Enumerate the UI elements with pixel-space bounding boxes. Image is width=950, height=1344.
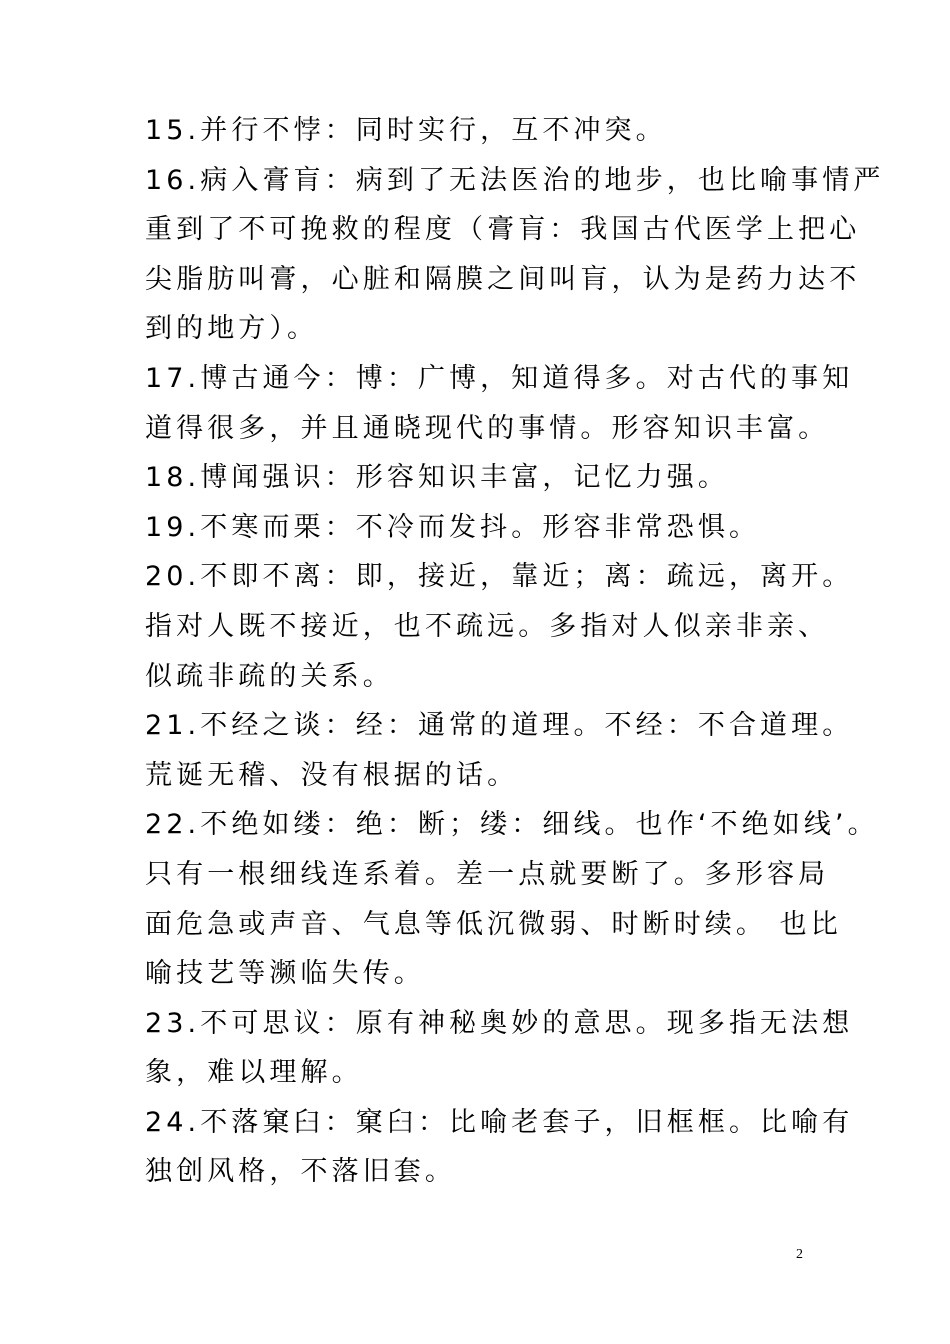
text-line: 15.并行不悖：同时实行，互不冲突。: [145, 115, 667, 146]
text-line: 19.不寒而栗：不冷而发抖。形容非常恐惧。: [145, 511, 761, 543]
text-line: 象，难以理解。: [145, 1057, 363, 1089]
text-line: 17.博古通今：博：广博，知道得多。对古代的事知: [145, 362, 854, 394]
text-line: 荒诞无稽、没有根据的话。: [145, 759, 519, 791]
text-line: 20.不即不离：即，接近，靠近；离：疏远，离开。: [145, 561, 854, 593]
text-line: 21.不经之谈：经：通常的道理。不经：不合道理。: [145, 710, 854, 742]
text-line: 重到了不可挽救的程度（膏肓：我国古代医学上把心: [145, 214, 861, 246]
text-line: 独创风格，不落旧套。: [145, 1156, 456, 1188]
text-line: 尖脂肪叫膏，心脏和隔膜之间叫肓，认为是药力达不: [145, 263, 861, 295]
text-line: 22.不绝如缕：绝：断；缕：细线。也作‘不绝如线’。: [145, 809, 879, 841]
text-line: 到的地方）。: [145, 313, 319, 345]
text-line: 喻技艺等濒临失传。: [145, 958, 425, 990]
document-body: [145, 106, 885, 1197]
page-number: 2: [796, 1247, 803, 1262]
text-line: 23.不可思议：原有神秘奥妙的意思。现多指无法想: [145, 1007, 854, 1039]
text-line: 只有一根细线连系着。差一点就要断了。多形容局: [145, 858, 830, 890]
text-line: 道得很多，并且通晓现代的事情。形容知识丰富。: [145, 412, 830, 444]
text-line: 18.博闻强识：形容知识丰富，记忆力强。: [145, 462, 729, 494]
text-line: 指对人既不接近，也不疏远。多指对人似亲非亲、: [145, 610, 830, 642]
text-line: 似疏非疏的关系。: [145, 660, 394, 692]
text-line: 16.病入膏肓：病到了无法医治的地步，也比喻事情严: [145, 164, 885, 196]
text-line: 面危急或声音、气息等低沉微弱、时断时续。 也比: [145, 908, 842, 940]
text-line: 24.不落窠臼：窠臼：比喻老套子，旧框框。比喻有: [145, 1106, 854, 1138]
